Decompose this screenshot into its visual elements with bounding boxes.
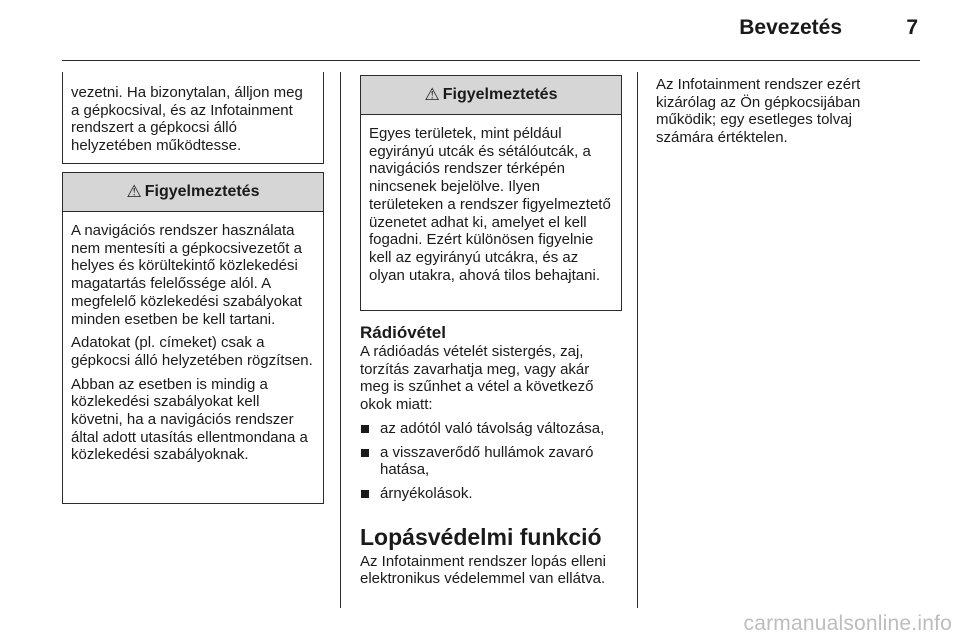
- list-item: az adótól való távolság változása,: [360, 420, 622, 438]
- warning-box-2-body: [361, 115, 621, 292]
- list-item: árnyékolások.: [360, 485, 622, 503]
- warning-box-2: [360, 75, 622, 311]
- radio-section: [360, 323, 622, 503]
- column-1: [62, 72, 324, 504]
- warning-triangle-icon: ⚠: [126, 182, 142, 201]
- radio-heading: Rádióvétel: [360, 323, 446, 342]
- warning-2-paragraph-1: Egyes területek, mint például egyirányú utcák és sétálóutcák, a navigációs rendszer térképén nincsenek bejelölve. Ilyen területeken a rendszer figyelmeztető üzenetet adhat ki, amelyet el kell fogadni. Ezért különösen figyelnie kell az egyirányú utcákra, és az olyan utakra, ahová tilos behajtani.: [369, 125, 611, 284]
- column-divider-2: [637, 72, 638, 608]
- header-rule: [62, 60, 920, 61]
- column-2: [360, 72, 622, 588]
- intro-text: vezetni. Ha bizonytalan, álljon meg a gépkocsival, és az Infotainment rendszert a gépkocsi álló helyzetében működtesse.: [71, 84, 303, 155]
- bullet-square-icon: [361, 449, 369, 457]
- warning-box-1-header: [63, 173, 323, 212]
- column-divider-1: [340, 72, 341, 608]
- list-item: a visszaverődő hullámok zavaró hatása,: [360, 444, 622, 479]
- page-header-title: Bevezetés: [739, 16, 842, 39]
- column-3-text: Az Infotainment rendszer ezért kizárólag az Ön gépkocsijában működik; egy esetleges tolvaj számára értéktelen.: [656, 76, 861, 147]
- column-3: [656, 72, 896, 147]
- warning-1-paragraph-2: Adatokat (pl. címeket) csak a gépkocsi álló helyzetében rögzítsen.: [71, 334, 313, 369]
- bullet-square-icon: [361, 425, 369, 433]
- antitheft-heading: Lopásvédelmi funkció: [360, 523, 602, 550]
- warning-triangle-icon: ⚠: [424, 85, 440, 104]
- radio-text: A rádióadás vételét sistergés, zaj, torzítás zavarhatja meg, vagy akár meg is szűnhet a vétel a következő okok miatt:: [360, 343, 594, 414]
- page-number: 7: [906, 16, 918, 39]
- warning-1-paragraph-1: A navigációs rendszer használata nem mentesíti a gépkocsivezetőt a helyes és körültekintő közlekedési magatartás felelőssége alól. A megfelelő közlekedési szabályokat minden esetben be kell tartani.: [71, 222, 302, 328]
- warning-1-paragraph-3: Abban az esetben is mindig a közlekedési szabályokat kell követni, ha a navigációs rendszer által adott utasítás ellentmondana a közlekedési szabályoknak.: [71, 375, 308, 464]
- warning-box-1: [62, 172, 324, 504]
- warning-box-2-title: Figyelmeztetés: [442, 86, 558, 103]
- warning-box-2-header: [361, 76, 621, 115]
- warning-box-1-body: [63, 212, 323, 472]
- antitheft-section: [360, 523, 622, 588]
- warning-box-1-title: Figyelmeztetés: [144, 183, 260, 200]
- bullet-square-icon: [361, 490, 369, 498]
- radio-bullet-list: [360, 420, 622, 503]
- intro-box: [62, 72, 324, 164]
- antitheft-text: Az Infotainment rendszer lopás elleni elektronikus védelemmel van ellátva.: [360, 552, 606, 588]
- watermark: carmanualsonline.info: [743, 612, 952, 635]
